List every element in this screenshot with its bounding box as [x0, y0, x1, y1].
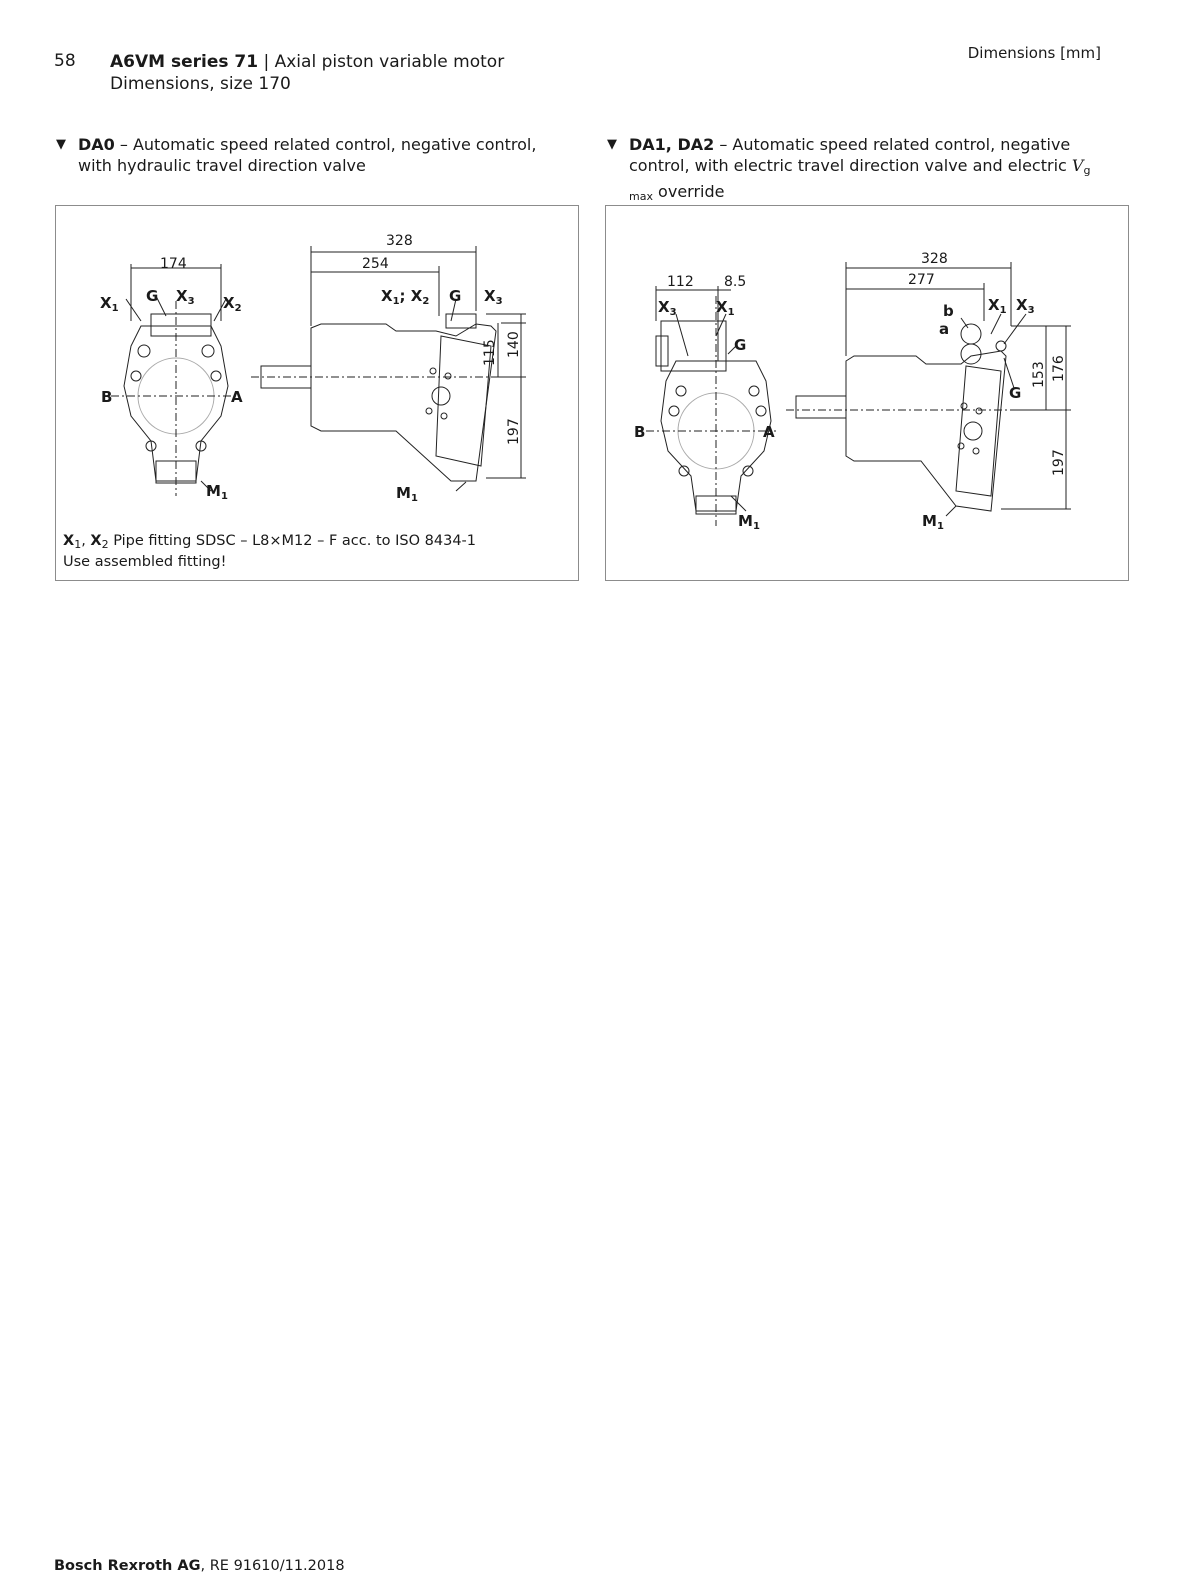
port-m1-front-label: $M_1$	[738, 512, 760, 532]
fitting-note-line-2: Use assembled fitting!	[63, 554, 227, 570]
page-number: 58	[54, 51, 76, 71]
section-description: – Automatic speed related control, negative control, with electric travel direction valve and electric	[629, 135, 1072, 175]
dim-height-upper-a: 153	[1031, 361, 1047, 388]
dim-height-upper-b: 140	[506, 331, 522, 358]
dimensions-unit-label: Dimensions [mm]	[967, 44, 1101, 62]
dim-overall-length: 328	[921, 251, 948, 267]
footer	[54, 1558, 345, 1574]
section-da0-heading	[56, 134, 568, 176]
dim-height-lower: 197	[1051, 449, 1067, 476]
dim-length-to-valve: 254	[362, 256, 389, 272]
product-title: Axial piston variable motor	[274, 52, 505, 72]
port-g-label: G	[734, 336, 747, 354]
side-view	[786, 324, 1066, 511]
port-x1-label: $X_1$	[100, 294, 119, 314]
section-da1-da2-heading	[607, 134, 1109, 207]
port-x2-label: $X_2$	[223, 294, 242, 314]
port-m1-front-label: $M_1$	[206, 482, 228, 502]
triangle-bullet-icon: ▼	[56, 137, 66, 152]
port-m1-side-label: $M_1$	[922, 512, 944, 532]
section-code: DA0	[78, 135, 115, 154]
port-a-label: A	[763, 423, 775, 441]
front-view	[111, 301, 236, 496]
series-name: A6VM series 71	[110, 52, 259, 72]
dim-offset: 8.5	[724, 274, 747, 290]
port-x3-side-label: $X_3$	[484, 287, 503, 307]
section-code: DA1, DA2	[629, 135, 715, 154]
port-g-side-label: G	[449, 287, 462, 305]
port-x3-label: $X_3$	[176, 287, 195, 307]
port-g-side-label: G	[1009, 384, 1022, 402]
port-x1-side-label: $X_1$	[988, 296, 1007, 316]
dim-length-to-valve: 277	[908, 272, 935, 288]
port-b-small-label: b	[943, 302, 954, 320]
page-title	[110, 51, 504, 95]
side-view	[251, 314, 526, 481]
fitting-note-line-1: $X_1$, $X_2$ Pipe fitting SDSC – L8×M12 – F acc. to ISO 8434-1	[63, 533, 477, 551]
port-x3-label: $X_3$	[658, 298, 677, 318]
dim-overall-length: 328	[386, 233, 413, 249]
drawing-box-da1-da2	[605, 205, 1129, 581]
dim-width-front: 112	[667, 274, 694, 290]
port-x1-label: $X_1$	[716, 298, 735, 318]
port-b-label: B	[101, 388, 113, 406]
port-x3-side-label: $X_3$	[1016, 296, 1035, 316]
port-g-label: G	[146, 287, 159, 305]
triangle-bullet-icon: ▼	[607, 137, 617, 152]
dim-height-upper-b: 176	[1051, 355, 1067, 382]
port-m1-side-label: $M_1$	[396, 484, 418, 504]
port-x1-x2-side-label: $X_1$; $X_2$	[381, 287, 430, 307]
front-view	[646, 296, 776, 526]
dim-width-front: 174	[160, 256, 187, 272]
page-subtitle: Dimensions, size 170	[110, 74, 291, 94]
footer-company: Bosch Rexroth AG	[54, 1558, 201, 1574]
footer-document-number: , RE 91610/11.2018	[200, 1558, 345, 1574]
section-description-end: override	[652, 182, 725, 201]
dim-height-upper-a: 115	[482, 339, 498, 366]
technical-drawing-da1-da2	[606, 206, 1128, 580]
dim-height-lower: 197	[506, 418, 522, 445]
port-a-label: A	[231, 388, 243, 406]
vg-subscript: g max	[629, 164, 1091, 203]
vg-symbol: V	[1071, 156, 1084, 175]
technical-drawing-da0	[56, 206, 578, 580]
drawing-box-da0	[55, 205, 579, 581]
title-separator: |	[258, 52, 275, 72]
port-b-label: B	[634, 423, 646, 441]
section-description: – Automatic speed related control, negative control, with hydraulic travel direction valve	[78, 135, 537, 175]
port-a-small-label: a	[939, 320, 950, 338]
